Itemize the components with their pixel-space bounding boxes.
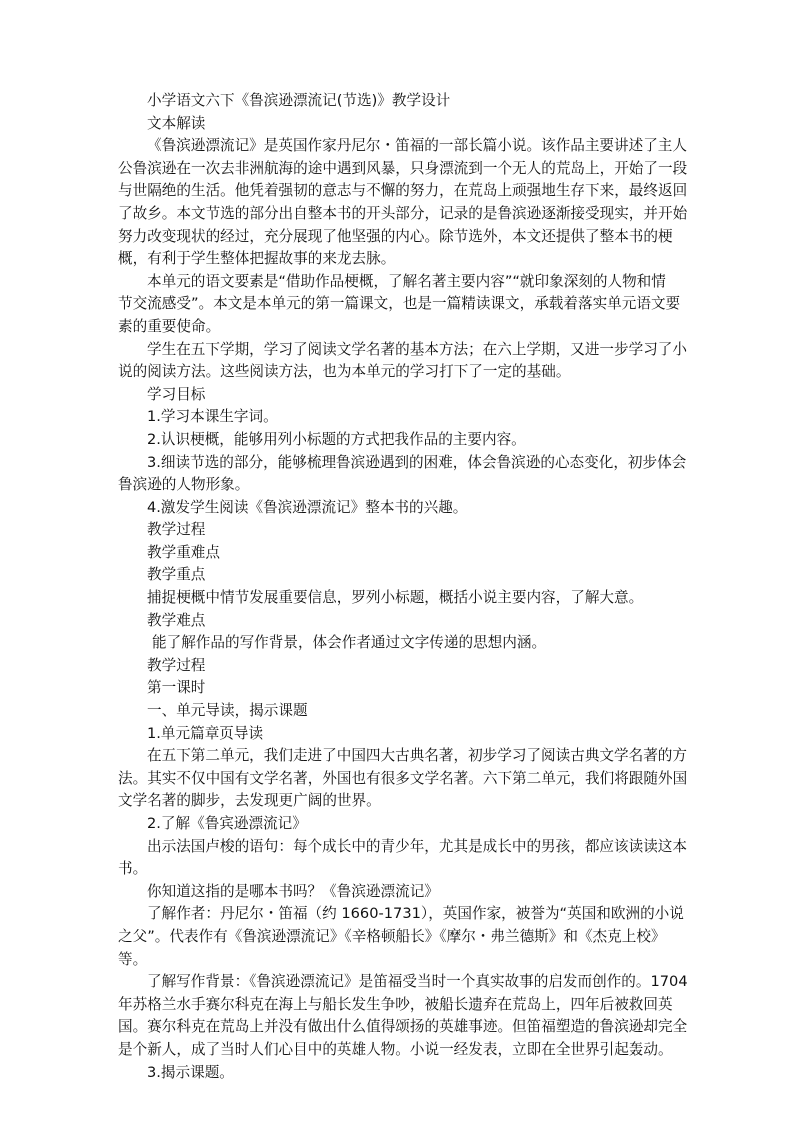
text-line: 了故乡。本文节选的部分出自整本书的开头部分，记录的是鲁滨逊逐渐接受现实，并开始 — [118, 204, 688, 222]
text-line: 《鲁滨逊漂流记》是英国作家丹尼尔・笛福的一部长篇小说。该作品主要讲述了主人 — [147, 137, 687, 155]
text-line: 1.单元篇章页导读 — [147, 724, 264, 742]
text-line: 1.学习本课生字词。 — [147, 408, 278, 426]
text-line: 学习目标 — [147, 385, 206, 403]
text-line: 一、单元导读，揭示课题 — [147, 702, 308, 720]
text-line: 你知道这指的是哪本书吗？《鲁滨逊漂流记》 — [147, 882, 439, 900]
text-line: 概，有利于学生整体把握故事的来龙去脉。 — [118, 250, 396, 268]
text-line: 等。 — [118, 950, 148, 968]
text-line: 4.激发学生阅读《鲁滨逊漂流记》整本书的兴趣。 — [147, 498, 468, 516]
text-line: 说的阅读方法。这些阅读方法，也为本单元的学习打下了一定的基础。 — [118, 363, 571, 381]
text-line: 了解作者：丹尼尔・笛福（约 1660-1731），英国作家，被誉为“英国和欧洲的小说 — [147, 905, 684, 923]
text-line: 教学过程 — [147, 521, 206, 539]
text-line: 国。赛尔科克在荒岛上并没有做出什么值得颂扬的英雄事迹。但笛福塑造的鲁滨逊却完全 — [118, 1018, 688, 1036]
text-line: 了解写作背景：《鲁滨逊漂流记》是笛福受当时一个真实故事的启发而创作的。1704 — [147, 973, 688, 991]
text-line: 素的重要使命。 — [118, 317, 221, 335]
text-line: 教学重难点 — [147, 543, 220, 561]
text-line: 能了解作品的写作背景，体会作者通过文字传递的思想内涵。 — [152, 634, 547, 652]
text-line: 公鲁滨逊在一次去非洲航海的途中遇到风暴，只身漂流到一个无人的荒岛上，开始了一段 — [118, 159, 688, 177]
text-line: 法。其实不仅中国有文学名著，外国也有很多文学名著。六下第二单元，我们将跟随外国 — [118, 769, 688, 787]
text-line: 第一课时 — [147, 679, 206, 697]
text-line: 书。 — [118, 860, 148, 878]
document-title: 小学语文六下《鲁滨逊漂流记(节选)》教学设计 — [147, 92, 451, 109]
text-line: 与世隔绝的生活。他凭着强韧的意志与不懈的努力，在荒岛上顽强地生存下来，最终返回 — [118, 182, 688, 200]
text-line: 3.揭示课题。 — [147, 1063, 234, 1081]
text-line: 学生在五下学期，学习了阅读文学名著的基本方法；在六上学期，又进一步学习了小 — [147, 340, 687, 358]
text-line: 鲁滨逊的人物形象。 — [118, 476, 250, 494]
text-line: 捕捉梗概中情节发展重要信息，罗列小标题，概括小说主要内容，了解大意。 — [147, 589, 644, 607]
text-line: 之父”。代表作有《鲁滨逊漂流记》《辛格顿船长》《摩尔・弗兰德斯》和《杰克上校》 — [118, 927, 666, 945]
text-line: 是个新人，成了当时人们心目中的英雄人物。小说一经发表，立即在全世界引起轰动。 — [118, 1040, 673, 1058]
text-line: 教学难点 — [147, 611, 206, 629]
text-line: 教学过程 — [147, 656, 206, 674]
text-line: 本单元的语文要素是“借助作品梗概，了解名著主要内容”“就印象深刻的人物和情 — [147, 272, 666, 290]
text-line: 3.细读节选的部分，能够梳理鲁滨逊遇到的困难，体会鲁滨逊的心态变化，初步体会 — [147, 453, 687, 471]
text-line: 2.认识梗概，能够用列小标题的方式把我作品的主要内容。 — [147, 430, 526, 448]
document-page — [118, 90, 688, 1084]
text-line: 文学名著的脚步，去发现更广阔的世界。 — [118, 792, 381, 810]
text-line: 年苏格兰水手赛尔科克在海上与船长发生争吵，被船长遗弃在荒岛上，四年后被救回英 — [118, 995, 673, 1013]
document-body — [118, 113, 688, 1085]
text-line: 2.了解《鲁宾逊漂流记》 — [147, 815, 307, 832]
text-line: 节交流感受”。本文是本单元的第一篇课文，也是一篇精读课文，承载着落实单元语文要 — [118, 295, 681, 313]
text-line: 文本解读 — [147, 114, 206, 132]
text-line: 在五下第二单元，我们走进了中国四大古典名著，初步学习了阅读古典文学名著的方 — [147, 747, 687, 765]
text-line: 教学重点 — [147, 566, 206, 584]
text-line: 出示法国卢梭的语句：每个成长中的青少年，尤其是成长中的男孩，都应该读读这本 — [147, 837, 687, 855]
text-line: 努力改变现状的经过，充分展现了他坚强的内心。除节选外，本文还提供了整本书的梗 — [118, 227, 673, 245]
